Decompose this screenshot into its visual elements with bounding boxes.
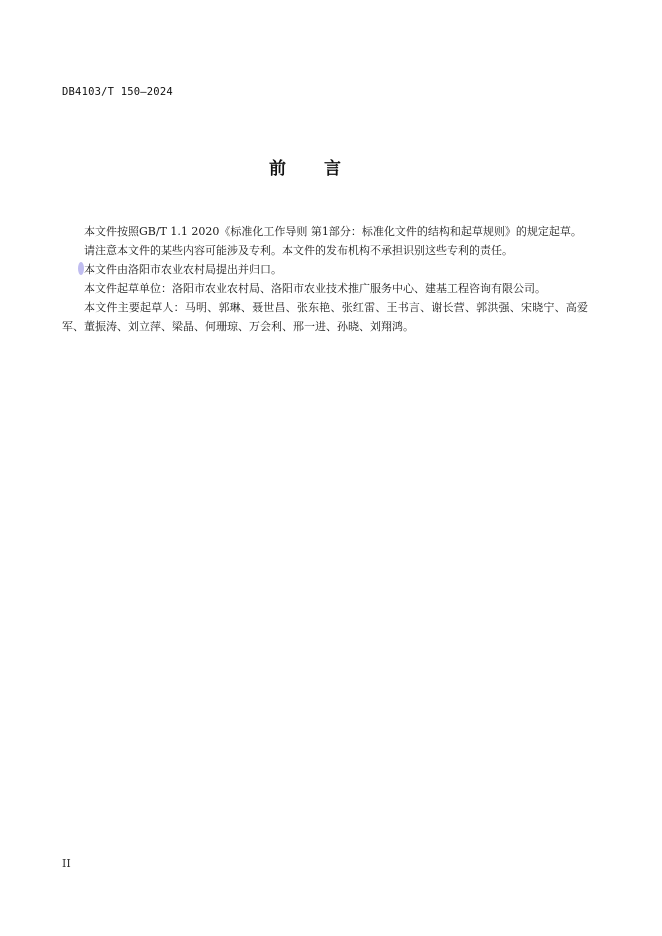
paragraph-drafters: 本文件主要起草人：马明、郭琳、聂世昌、张东艳、张红雷、王书言、谢长营、郭洪强、宋晓宁、高爱军、董振涛、刘立萍、梁晶、何珊琼、万会利、邢一进、孙晓、刘翔鸿。 <box>62 301 588 333</box>
text-cursor-icon <box>78 262 84 275</box>
paragraph-proposer <box>62 260 588 279</box>
paragraph-drafting-units: 本文件起草单位：洛阳市农业农村局、洛阳市农业技术推广服务中心、建基工程咨询有限公司。 <box>84 282 546 295</box>
standard-code: DB4103/T 150—2024 <box>62 86 173 98</box>
title-char-1: 前 <box>269 159 286 179</box>
foreword-body <box>62 222 588 336</box>
title-char-2: 言 <box>324 159 341 179</box>
paragraph-drafting-rules: 本文件按照GB/T 1.1 2020《标准化工作导则 第1部分：标准化文件的结构和起草规则》的规定起草。 <box>84 225 582 238</box>
page-number: II <box>62 857 71 870</box>
section-title <box>0 154 610 179</box>
paragraph-proposer-text: 本文件由洛阳市农业农村局提出并归口。 <box>84 263 282 276</box>
paragraph-patent-notice: 请注意本文件的某些内容可能涉及专利。本文件的发布机构不承担识别这些专利的责任。 <box>84 244 513 257</box>
